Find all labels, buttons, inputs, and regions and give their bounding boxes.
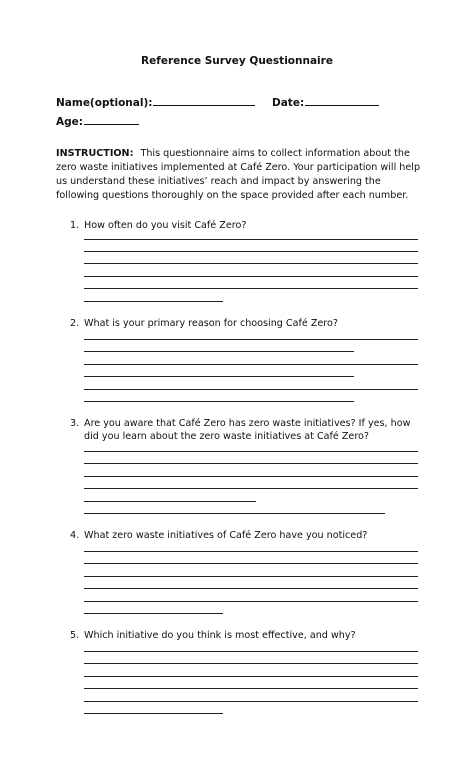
answer-line[interactable] — [84, 389, 418, 390]
answer-line[interactable] — [84, 276, 418, 277]
name-answer-line[interactable] — [153, 94, 255, 106]
answer-line[interactable] — [84, 613, 223, 614]
answer-line[interactable] — [84, 263, 418, 264]
question-text: Are you aware that Café Zero has zero waste initiatives? If yes, how did you learn about the zero waste initiatives at Café Zero? — [84, 418, 411, 442]
answer-line[interactable] — [84, 451, 418, 452]
question-text: How often do you visit Café Zero? — [84, 220, 247, 231]
date-answer-line[interactable] — [305, 94, 379, 106]
answer-line[interactable] — [84, 576, 418, 577]
age-field — [56, 113, 139, 128]
question-number: 5. — [70, 630, 80, 641]
date-field — [272, 94, 379, 109]
date-label: Date: — [272, 97, 305, 109]
answer-line[interactable] — [84, 476, 418, 477]
question-text: What zero waste initiatives of Café Zero have you noticed? — [84, 530, 368, 541]
page-title: Reference Survey Questionnaire — [141, 55, 333, 67]
instruction-text: This questionnaire aims to collect information about the zero waste initiatives implemented at Café Zero. Your participation will help us understand these initiatives’ reach and impact by answering the following questions thoroughly on the space provided after each number. — [56, 148, 421, 201]
answer-line[interactable] — [84, 488, 418, 489]
answer-line[interactable] — [84, 288, 418, 289]
answer-line[interactable] — [84, 351, 354, 352]
question-number: 4. — [70, 530, 80, 541]
answer-line[interactable] — [84, 376, 354, 377]
answer-line[interactable] — [84, 551, 418, 552]
answer-line[interactable] — [84, 688, 418, 689]
answer-line[interactable] — [84, 701, 418, 702]
answer-line[interactable] — [84, 588, 418, 589]
name-field — [56, 94, 255, 109]
answer-line[interactable] — [84, 239, 418, 240]
question-number: 1. — [70, 220, 80, 231]
answer-line[interactable] — [84, 663, 418, 664]
question-number: 2. — [70, 318, 80, 329]
answer-line[interactable] — [84, 601, 418, 602]
answer-line[interactable] — [84, 301, 223, 302]
question-number: 3. — [70, 418, 80, 429]
answer-line[interactable] — [84, 676, 418, 677]
instruction-paragraph — [56, 147, 421, 203]
answer-line[interactable] — [84, 401, 354, 402]
answer-line[interactable] — [84, 513, 385, 514]
age-answer-line[interactable] — [84, 113, 139, 125]
question-text: Which initiative do you think is most effective, and why? — [84, 630, 356, 641]
answer-line[interactable] — [84, 563, 418, 564]
answer-line[interactable] — [84, 463, 418, 464]
name-label: Name(optional): — [56, 97, 153, 109]
answer-line[interactable] — [84, 713, 223, 714]
answer-line[interactable] — [84, 339, 418, 340]
question-text: What is your primary reason for choosing Café Zero? — [84, 318, 338, 329]
answer-line[interactable] — [84, 364, 418, 365]
answer-line[interactable] — [84, 501, 256, 502]
age-label: Age: — [56, 116, 83, 128]
answer-line[interactable] — [84, 251, 418, 252]
instruction-label: INSTRUCTION: — [56, 148, 134, 159]
answer-line[interactable] — [84, 651, 418, 652]
